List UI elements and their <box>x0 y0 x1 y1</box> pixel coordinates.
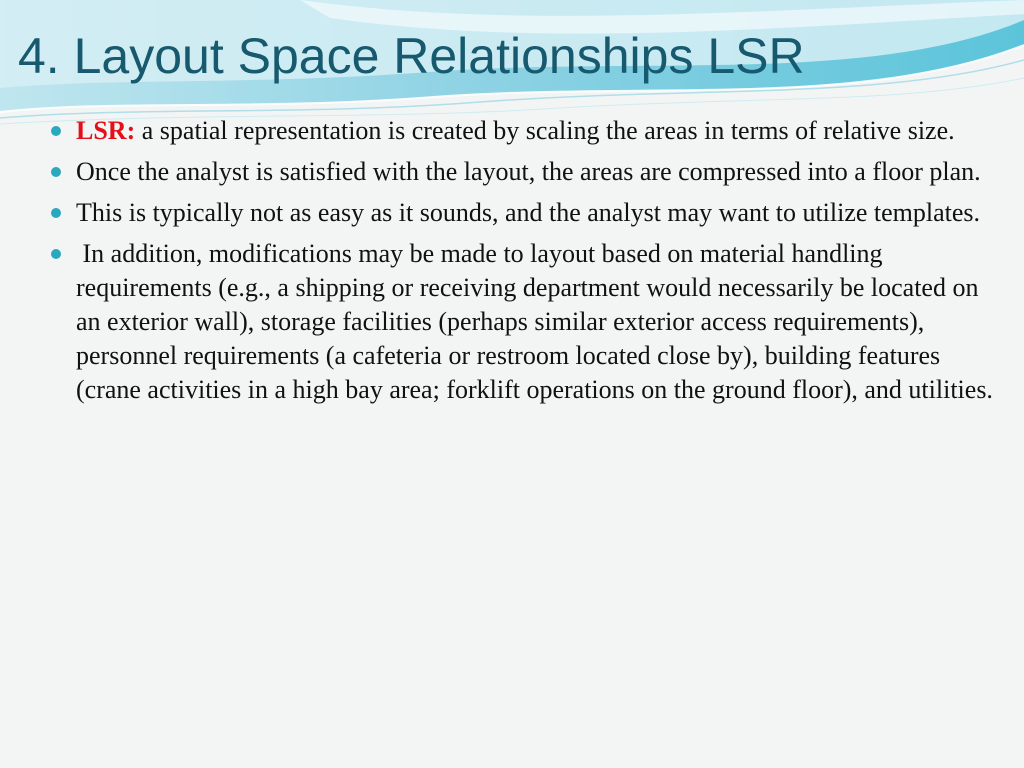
bullet-item <box>48 114 998 148</box>
bullet-text: Once the analyst is satisfied with the layout, the areas are compressed into a floor plan. <box>76 157 981 186</box>
slide-title: 4. Layout Space Relationships LSR <box>18 28 805 84</box>
bullet-text: In addition, modifications may be made to layout based on material handling requirements (e.g., a shipping or receiving department would necessarily be located on an exterior wall), storage facilities (perhaps similar exterior access requirements), personnel requirements (a cafeteria or restroom located close by), building features (crane activities in a high bay area; forklift operations on the ground floor), and utilities. <box>76 239 993 404</box>
bullet-icon <box>51 249 61 259</box>
bullet-icon <box>51 208 61 218</box>
bullet-text: This is typically not as easy as it sounds, and the analyst may want to utilize templates. <box>76 198 981 227</box>
bullet-text: a spatial representation is created by scaling the areas in terms of relative size. <box>135 116 955 145</box>
bullet-item <box>48 155 998 189</box>
bullet-item <box>48 237 998 407</box>
bullet-list <box>48 114 998 414</box>
bullet-icon <box>51 167 61 177</box>
bullet-icon <box>51 126 61 136</box>
term-label: LSR: <box>76 116 136 145</box>
bullet-item <box>48 196 998 230</box>
